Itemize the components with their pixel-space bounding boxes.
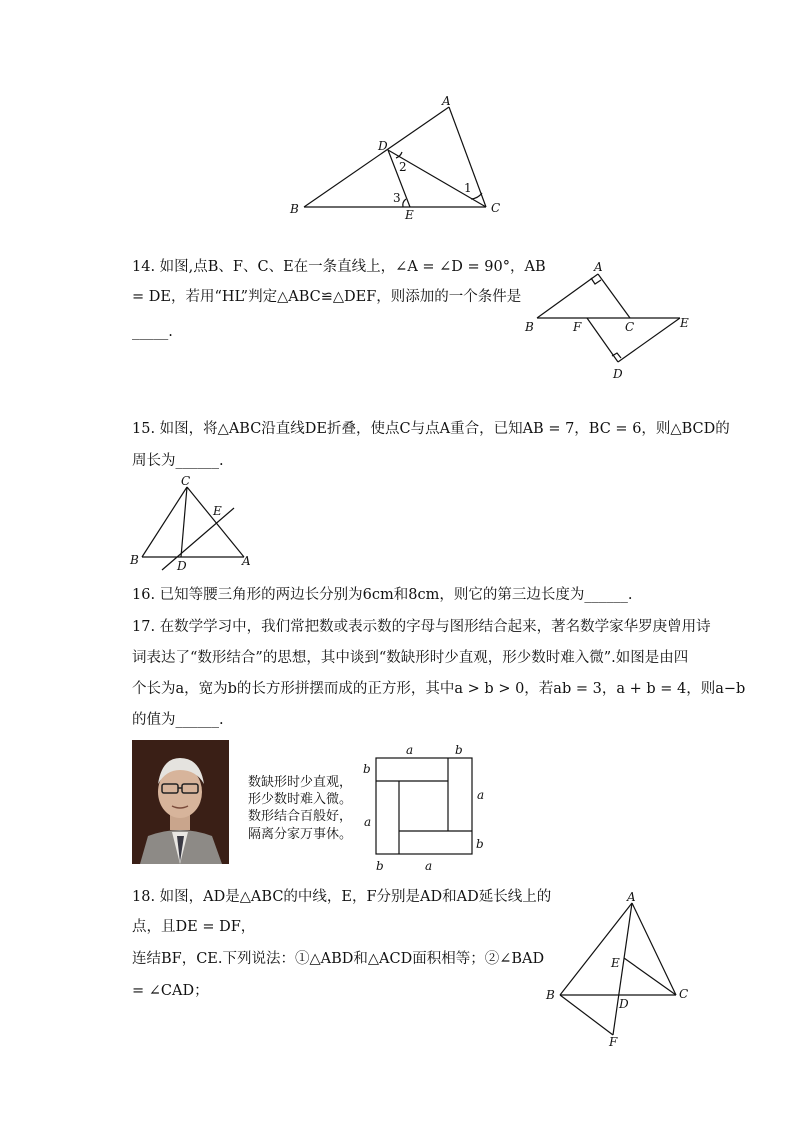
poem-line-2: 形少数时难入微。 <box>248 792 353 807</box>
label-D: D <box>177 559 187 573</box>
label-F: F <box>573 320 582 334</box>
q14-line-2: = DE，若用“HL”判定△ABC≌△DEF，则添加的一个条件是 <box>132 289 522 305</box>
label-D: D <box>378 139 388 153</box>
q18-line-1: 18. 如图，AD是△ABC的中线，E，F分别是AD和AD延长线上的 <box>132 889 552 905</box>
q18-line-4: = ∠CAD； <box>132 983 209 999</box>
label-B: B <box>546 988 555 1002</box>
label-E: E <box>213 504 222 518</box>
label-C: C <box>625 320 635 334</box>
angle-3-label: 3 <box>393 191 401 205</box>
label-A: A <box>442 94 451 108</box>
label-B: B <box>130 553 139 567</box>
label-F: F <box>609 1035 618 1049</box>
q16-line-1: 16. 已知等腰三角形的两边长分别为6cm和8cm，则它的第三边长度为______. <box>132 587 633 603</box>
label-A: A <box>594 260 603 274</box>
q18-line-2: 点，且DE = DF， <box>132 919 256 935</box>
q17-line-4: 的值为______. <box>132 712 224 728</box>
label-b-right: b <box>476 837 484 851</box>
label-a-left: a <box>364 815 372 829</box>
angle-2-label: 2 <box>399 160 407 174</box>
poem-line-3: 数形结合百般好， <box>248 809 353 824</box>
label-D: D <box>619 997 629 1011</box>
q17-line-2: 词表达了“数形结合”的思想，其中谈到“数缺形时少直观，形少数时难入微”.如图是由四 <box>132 650 689 666</box>
q17-line-1: 17. 在数学学习中，我们常把数或表示数的字母与图形结合起来，著名数学家华罗庚曾用诗 <box>132 619 711 635</box>
q15-line-1: 15. 如图，将△ABC沿直线DE折叠，使点C与点A重合，已知AB = 7，BC = 6，则△BCD的 <box>132 421 730 437</box>
label-A: A <box>627 890 636 904</box>
label-C: C <box>491 201 501 215</box>
label-a-bottom: a <box>425 859 433 873</box>
label-C: C <box>679 987 689 1001</box>
label-C: C <box>181 474 191 488</box>
label-E: E <box>405 208 414 222</box>
q14-answer-blank: _____. <box>132 324 173 340</box>
label-B: B <box>290 202 299 216</box>
q15-line-2: 周长为______. <box>132 453 224 469</box>
label-E: E <box>680 316 689 330</box>
label-D: D <box>613 367 623 381</box>
q14-line-1: 14. 如图,点B、F、C、E在一条直线上，∠A = ∠D = 90°，AB <box>132 259 546 275</box>
label-B: B <box>525 320 534 334</box>
poem-line-1: 数缺形时少直观， <box>248 775 353 790</box>
q18-line-3: 连结BF，CE.下列说法：①△ABD和△ACD面积相等；②∠BAD <box>132 951 545 967</box>
label-b-left: b <box>363 762 371 776</box>
q17-line-3: 个长为a，宽为b的长方形拼摆而成的正方形，其中a > b > 0，若ab = 3，a + b = 4，则a−b <box>132 681 746 697</box>
poem-line-4: 隔离分家万事休。 <box>248 827 353 842</box>
label-a-right: a <box>477 788 485 802</box>
label-a-top: a <box>406 743 414 757</box>
angle-1-label: 1 <box>464 181 472 195</box>
label-A: A <box>242 554 251 568</box>
label-E: E <box>611 956 620 970</box>
label-b-top: b <box>455 743 463 757</box>
label-b-bottom: b <box>376 859 384 873</box>
